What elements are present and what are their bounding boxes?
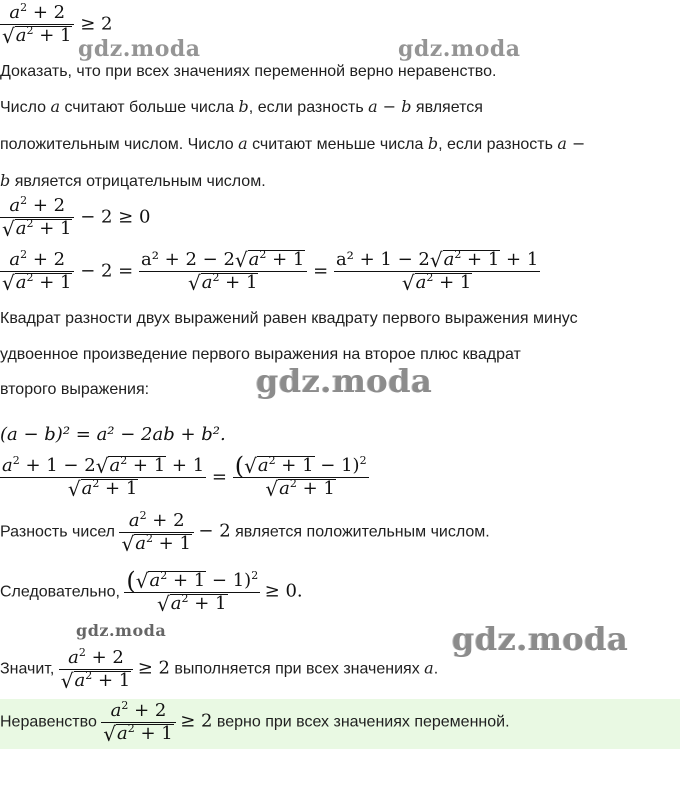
rule-line-1: Число a считают больше числа b, если разность a − b является (0, 97, 483, 116)
watermark: gdz.moda (256, 362, 433, 400)
watermark: gdz.moda (78, 36, 201, 62)
watermark: gdz.moda (76, 621, 167, 640)
therefore-text: Следовательно, $\frac{(√a^2 + 1 - 1)^2}{√a^2 + 1}$ ≥ 0. (0, 567, 303, 616)
watermark: gdz.moda (452, 620, 629, 658)
step3-formula: $\frac{a^2 + 1 - 2√a^2 + 1 + 1}{√a^2 + 1}$ = $\frac{(√a^2 + 1 - 1)^2}{√a^2 + 1}$ (2, 452, 367, 501)
square-text-3: второго выражения: (0, 381, 150, 398)
conclusion-text: Неравенство $\frac{a^2 + 2}{√a^2 + 1}$ ≥ 2 верно при всех значениях переменной. (0, 699, 510, 746)
rule-line-2: положительным числом. Число a считают меньше числа b, если разность a − (0, 134, 586, 153)
difference-text: Разность чисел $\frac{a^2 + 2}{√a^2 + 1}$ − 2 является положительным числом. (0, 509, 490, 556)
rule-line-3: b является отрицательным числом. (0, 171, 266, 190)
means-text: Значит, $\frac{a^2 + 2}{√a^2 + 1}$ ≥ 2 выполняется при всех значениях a. (0, 646, 439, 693)
step2-formula: $\frac{a^2 + 2}{√a^2 + 1}$ − 2 = $\frac{a^2 + 2 - 2√a^2 + 1}{√a^2 + 1}$ = $\frac{a^2 + 1 - 2√a^2 + 1 + 1}{√a^2 + 1}$ (2, 248, 539, 295)
square-text-2: удвоенное произведение первого выражения на второе плюс квадрат (0, 346, 521, 363)
intro-text: Доказать, что при всех значениях переменной верно неравенство. (0, 63, 497, 80)
watermark: gdz.moda (398, 36, 521, 62)
step1-formula: $\frac{a^2 + 2}{√a^2 + 1}$ − 2 ≥ 0 (2, 194, 151, 241)
square-text-1: Квадрат разности двух выражений равен квадрату первого выражения минус (0, 310, 578, 327)
header-formula: $\frac{a^2 + 2}{√a^2 + 1}$ ≥ 2 (2, 1, 113, 48)
identity-formula: (a − b)² = a² − 2ab + b². (0, 424, 226, 445)
